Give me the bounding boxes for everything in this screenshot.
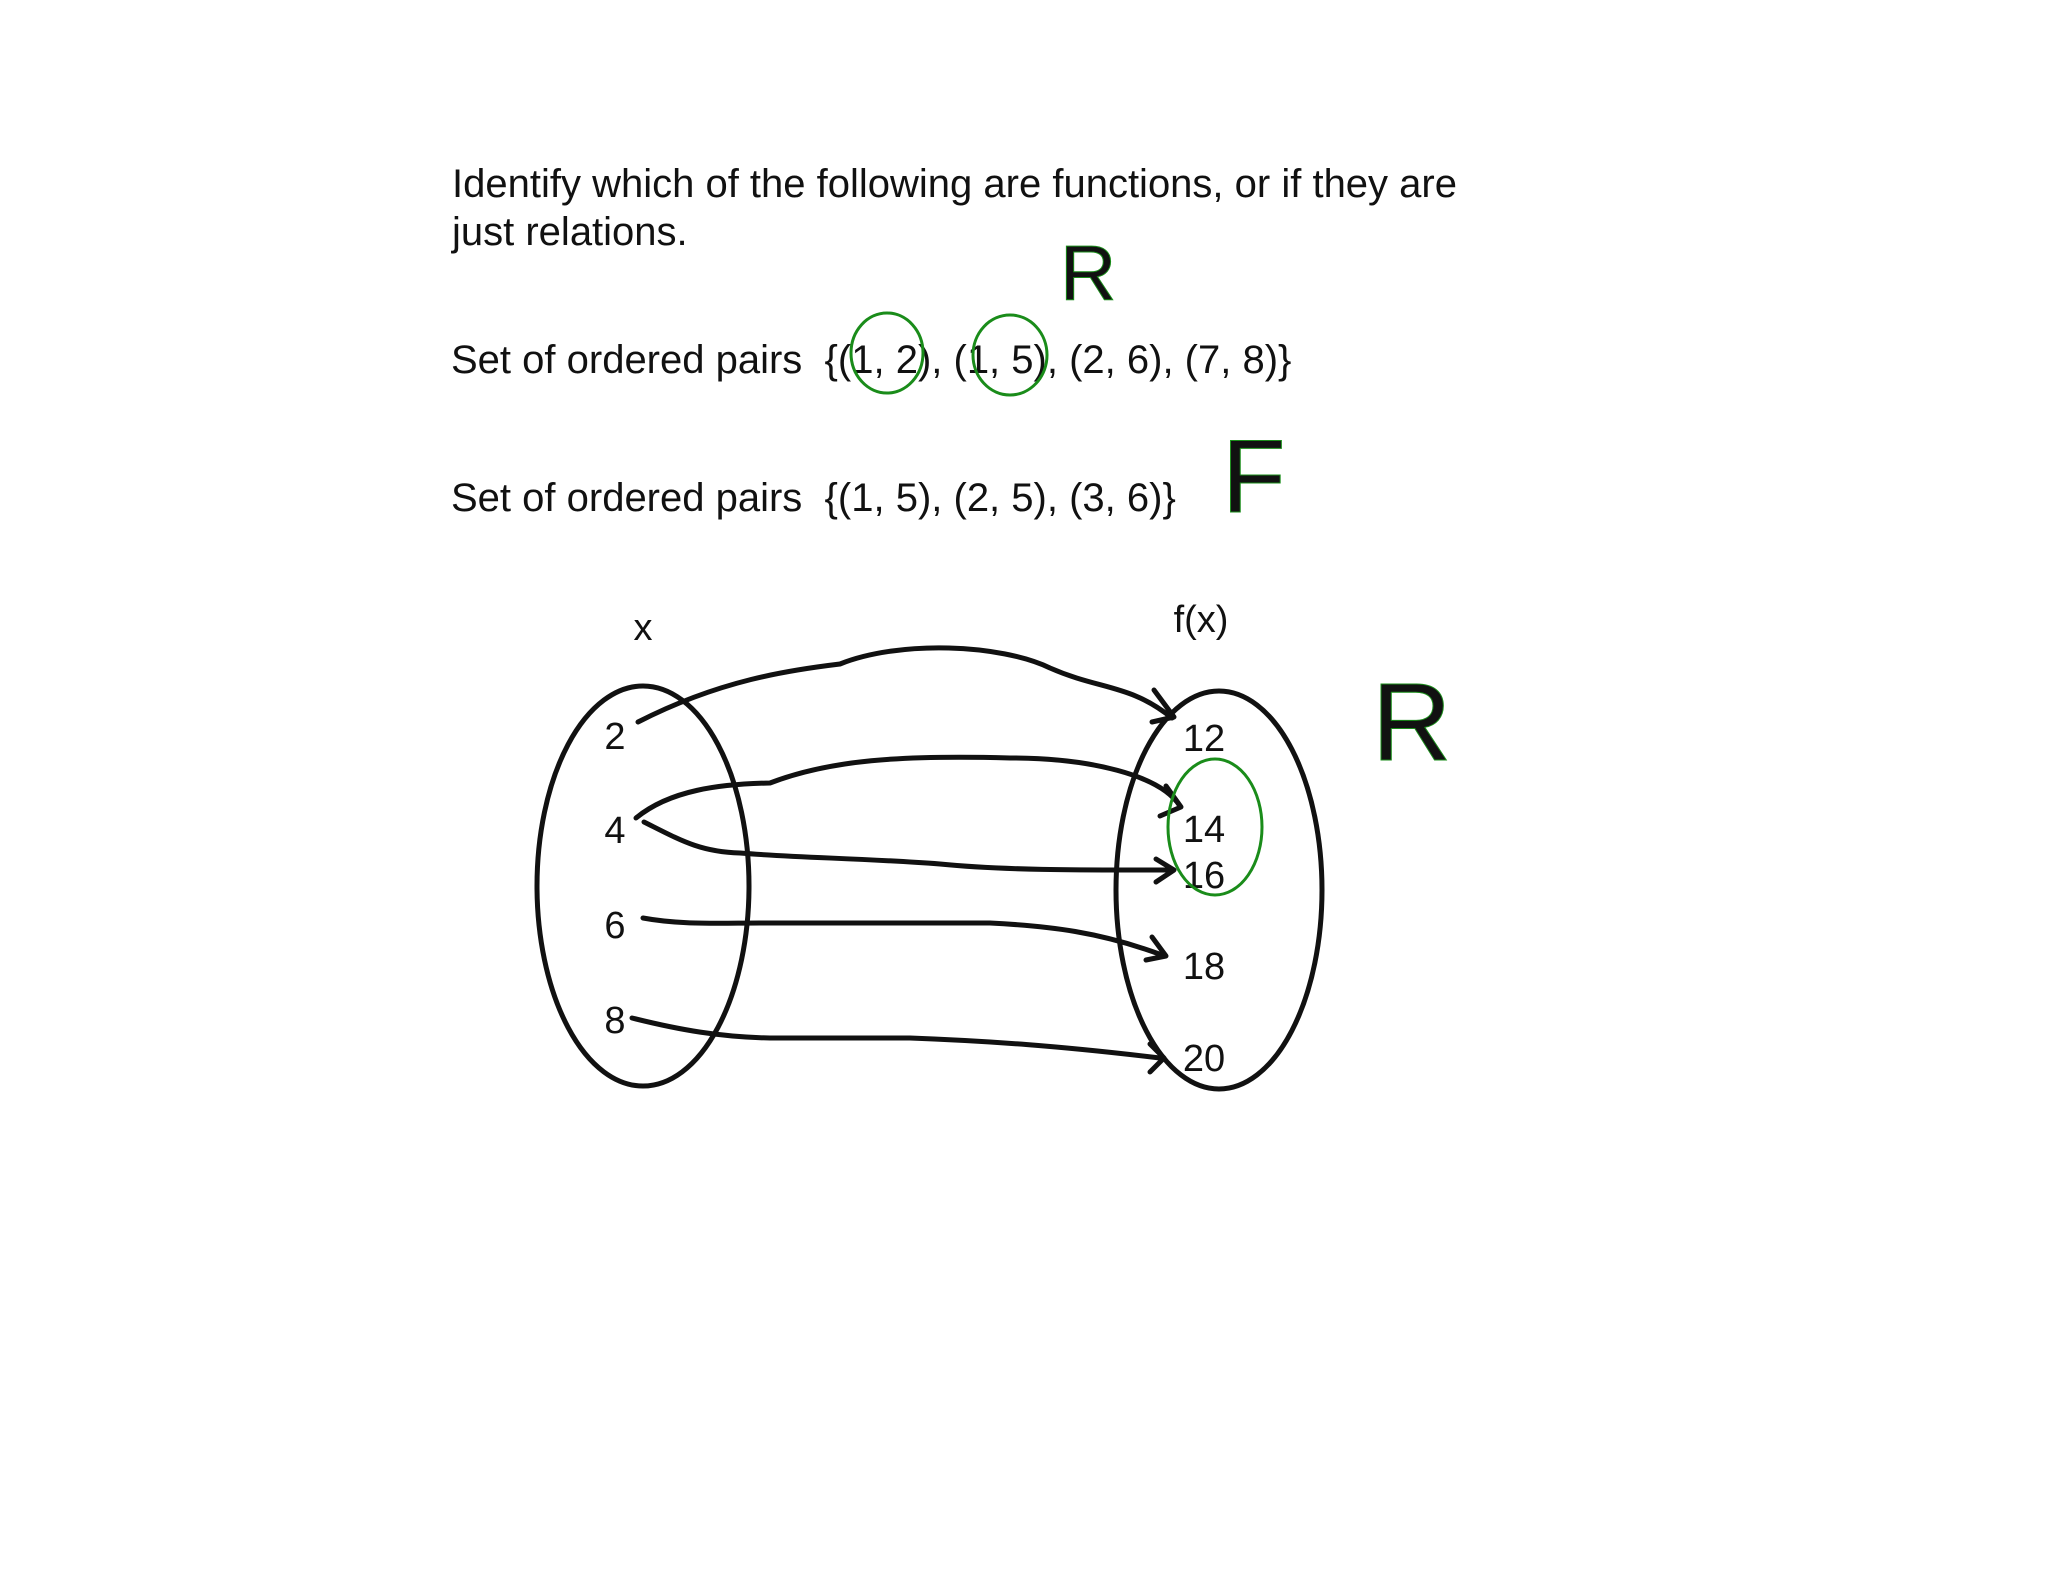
set-2-verdict-mark: F xyxy=(1222,419,1286,535)
range-value-14: 14 xyxy=(1182,809,1226,851)
range-label: f(x) xyxy=(1173,599,1229,641)
question-line-2: just relations. xyxy=(452,210,688,254)
set-1-pairs: {(1, 2), (1, 5), (2, 6), (7, 8)} xyxy=(824,338,1292,382)
set-2-pairs: {(1, 5), (2, 5), (3, 6)} xyxy=(824,476,1176,520)
range-value-12: 12 xyxy=(1182,718,1226,760)
range-value-20: 20 xyxy=(1182,1038,1226,1080)
domain-value-8: 8 xyxy=(604,1000,626,1042)
range-value-16: 16 xyxy=(1182,855,1226,897)
question-line-1: Identify which of the following are functions, or if they are xyxy=(452,162,1457,206)
arrow-4-to-16 xyxy=(644,822,1172,870)
arrow-6-to-18 xyxy=(643,918,1162,955)
set-2-label: Set of ordered pairs xyxy=(451,476,803,520)
set-1-label: Set of ordered pairs xyxy=(451,338,803,382)
domain-value-4: 4 xyxy=(604,810,626,852)
arrow-4-to-14 xyxy=(636,757,1180,818)
range-value-18: 18 xyxy=(1182,946,1226,988)
arrow-2-to-12 xyxy=(638,648,1172,722)
circle-mark-pair-1-5 xyxy=(973,315,1047,395)
domain-value-2: 2 xyxy=(604,716,626,758)
mapping-verdict-mark: R xyxy=(1372,661,1452,784)
domain-label: x xyxy=(633,607,653,649)
set-1-verdict-mark: R xyxy=(1060,229,1117,317)
domain-oval xyxy=(537,686,749,1086)
circle-mark-pair-1-2 xyxy=(851,313,923,393)
domain-value-6: 6 xyxy=(604,905,626,947)
